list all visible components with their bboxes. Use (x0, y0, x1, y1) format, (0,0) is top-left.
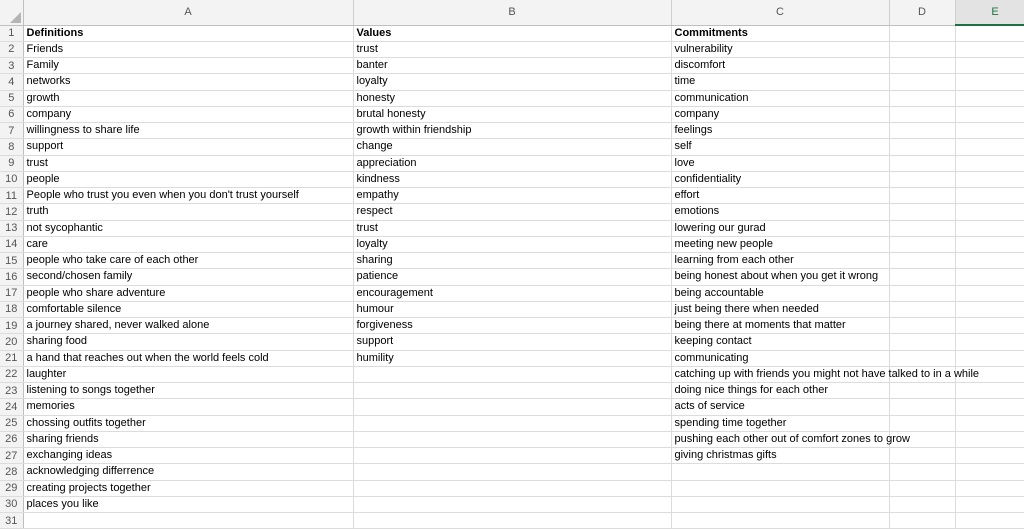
cell-e[interactable] (955, 399, 1024, 415)
cell-a[interactable]: People who trust you even when you don't trust yourself (23, 188, 353, 204)
cell-c[interactable]: Commitments (671, 25, 889, 41)
cell-d[interactable] (889, 285, 955, 301)
cell-b[interactable]: growth within friendship (353, 123, 671, 139)
row-header[interactable]: 24 (0, 399, 23, 415)
row-header[interactable]: 4 (0, 74, 23, 90)
cell-b[interactable]: loyalty (353, 236, 671, 252)
cell-a[interactable]: company (23, 106, 353, 122)
row-header[interactable]: 20 (0, 334, 23, 350)
cell-d[interactable] (889, 123, 955, 139)
cell-e[interactable] (955, 301, 1024, 317)
cell-c[interactable]: being there at moments that matter (671, 318, 889, 334)
cell-a[interactable]: not sycophantic (23, 220, 353, 236)
cell-d[interactable] (889, 74, 955, 90)
row-header[interactable]: 25 (0, 415, 23, 431)
cell-c[interactable]: confidentiality (671, 171, 889, 187)
row-header[interactable]: 5 (0, 90, 23, 106)
cell-e[interactable] (955, 155, 1024, 171)
table-row (0, 448, 1024, 464)
cell-c[interactable]: communicating (671, 350, 889, 366)
cell-b[interactable] (353, 383, 671, 399)
cell-d[interactable] (889, 415, 955, 431)
cell-c[interactable]: self (671, 139, 889, 155)
row-header[interactable]: 18 (0, 301, 23, 317)
cell-b[interactable]: humility (353, 350, 671, 366)
table-row (0, 253, 1024, 269)
cell-a[interactable]: Definitions (23, 25, 353, 41)
cell-d[interactable] (889, 188, 955, 204)
cell-e[interactable] (955, 204, 1024, 220)
table-row (0, 236, 1024, 252)
cell-d[interactable] (889, 334, 955, 350)
table-row (0, 285, 1024, 301)
cell-b[interactable] (353, 415, 671, 431)
cell-a[interactable]: exchanging ideas (23, 448, 353, 464)
cell-d[interactable] (889, 25, 955, 41)
row-header[interactable]: 19 (0, 318, 23, 334)
row-header[interactable]: 1 (0, 25, 23, 41)
table-row (0, 58, 1024, 74)
cell-c[interactable]: catching up with friends you might not have talked to in a while (671, 366, 889, 382)
select-all-triangle-icon (10, 12, 21, 23)
cell-c[interactable]: discomfort (671, 58, 889, 74)
select-all-corner[interactable] (0, 0, 23, 25)
cell-a[interactable]: people who share adventure (23, 285, 353, 301)
table-row (0, 415, 1024, 431)
table-row (0, 496, 1024, 512)
cell-b[interactable] (353, 496, 671, 512)
cell-b[interactable]: Values (353, 25, 671, 41)
cell-d[interactable] (889, 253, 955, 269)
cell-a[interactable]: listening to songs together (23, 383, 353, 399)
table-row (0, 334, 1024, 350)
cell-e[interactable] (955, 448, 1024, 464)
cell-e[interactable] (955, 123, 1024, 139)
table-row (0, 171, 1024, 187)
row-header[interactable]: 8 (0, 139, 23, 155)
row-header[interactable]: 13 (0, 220, 23, 236)
row-header[interactable]: 3 (0, 58, 23, 74)
cell-b[interactable] (353, 448, 671, 464)
cell-a[interactable]: sharing food (23, 334, 353, 350)
cell-c[interactable]: keeping contact (671, 334, 889, 350)
cell-d[interactable] (889, 318, 955, 334)
cell-b[interactable]: appreciation (353, 155, 671, 171)
cell-a[interactable]: acknowledging differrence (23, 464, 353, 480)
cell-d[interactable] (889, 41, 955, 57)
cell-c[interactable] (671, 496, 889, 512)
column-header-a[interactable]: A (23, 0, 353, 25)
column-header-row (0, 0, 1024, 25)
table-row (0, 480, 1024, 496)
cell-b[interactable]: trust (353, 220, 671, 236)
cell-b[interactable]: sharing (353, 253, 671, 269)
cell-b[interactable]: humour (353, 301, 671, 317)
table-row (0, 25, 1024, 41)
cell-e[interactable] (955, 480, 1024, 496)
column-header-b[interactable]: B (353, 0, 671, 25)
table-row (0, 74, 1024, 90)
table-row (0, 513, 1024, 529)
cell-a[interactable]: second/chosen family (23, 269, 353, 285)
cell-e[interactable] (955, 513, 1024, 529)
cell-e[interactable] (955, 74, 1024, 90)
cell-d[interactable] (889, 106, 955, 122)
cell-e[interactable] (955, 269, 1024, 285)
cell-c[interactable]: effort (671, 188, 889, 204)
column-header-d[interactable]: D (889, 0, 955, 25)
row-header[interactable]: 2 (0, 41, 23, 57)
cell-b[interactable]: trust (353, 41, 671, 57)
row-header[interactable]: 29 (0, 480, 23, 496)
cell-b[interactable]: kindness (353, 171, 671, 187)
table-row (0, 318, 1024, 334)
row-header[interactable]: 9 (0, 155, 23, 171)
table-row (0, 155, 1024, 171)
row-header[interactable]: 21 (0, 350, 23, 366)
cell-c[interactable]: learning from each other (671, 253, 889, 269)
cell-d[interactable] (889, 301, 955, 317)
cell-a[interactable]: networks (23, 74, 353, 90)
cell-e[interactable] (955, 58, 1024, 74)
table-row (0, 431, 1024, 447)
cell-c[interactable]: company (671, 106, 889, 122)
table-row (0, 188, 1024, 204)
table-row (0, 139, 1024, 155)
cell-e[interactable] (955, 496, 1024, 512)
table-row (0, 464, 1024, 480)
cell-a[interactable]: a journey shared, never walked alone (23, 318, 353, 334)
cell-a[interactable]: creating projects together (23, 480, 353, 496)
cell-b[interactable] (353, 399, 671, 415)
row-header[interactable]: 28 (0, 464, 23, 480)
cell-d[interactable] (889, 155, 955, 171)
cell-b[interactable]: brutal honesty (353, 106, 671, 122)
table-row (0, 106, 1024, 122)
cell-d[interactable] (889, 139, 955, 155)
cell-e[interactable] (955, 90, 1024, 106)
table-row (0, 383, 1024, 399)
cell-d[interactable] (889, 480, 955, 496)
cell-e[interactable] (955, 431, 1024, 447)
cell-b[interactable]: encouragement (353, 285, 671, 301)
cell-a[interactable]: comfortable silence (23, 301, 353, 317)
cell-e[interactable] (955, 464, 1024, 480)
cell-d[interactable] (889, 383, 955, 399)
cell-d[interactable] (889, 204, 955, 220)
cell-e[interactable] (955, 139, 1024, 155)
row-header[interactable]: 22 (0, 366, 23, 382)
table-row (0, 204, 1024, 220)
cell-c[interactable]: time (671, 74, 889, 90)
cell-b[interactable]: banter (353, 58, 671, 74)
cell-a[interactable]: chossing outfits together (23, 415, 353, 431)
row-header[interactable]: 6 (0, 106, 23, 122)
row-header[interactable]: 26 (0, 431, 23, 447)
cell-d[interactable] (889, 220, 955, 236)
cell-a[interactable]: truth (23, 204, 353, 220)
cell-e[interactable] (955, 41, 1024, 57)
cell-c[interactable]: giving christmas gifts (671, 448, 889, 464)
cell-d[interactable] (889, 350, 955, 366)
cell-c[interactable]: just being there when needed (671, 301, 889, 317)
cell-c[interactable]: love (671, 155, 889, 171)
cell-b[interactable]: loyalty (353, 74, 671, 90)
cell-c[interactable]: meeting new people (671, 236, 889, 252)
cell-a[interactable]: willingness to share life (23, 123, 353, 139)
row-header[interactable]: 31 (0, 513, 23, 529)
column-header-e[interactable]: E (955, 0, 1024, 25)
cell-b[interactable] (353, 366, 671, 382)
table-row (0, 399, 1024, 415)
cell-a[interactable]: a hand that reaches out when the world feels cold (23, 350, 353, 366)
row-header[interactable]: 17 (0, 285, 23, 301)
cell-a[interactable]: people who take care of each other (23, 253, 353, 269)
row-header[interactable]: 10 (0, 171, 23, 187)
cell-b[interactable] (353, 431, 671, 447)
cell-e[interactable] (955, 236, 1024, 252)
cell-a[interactable]: sharing friends (23, 431, 353, 447)
row-header[interactable]: 11 (0, 188, 23, 204)
table-row (0, 90, 1024, 106)
cell-a[interactable]: laughter (23, 366, 353, 382)
cell-b[interactable] (353, 480, 671, 496)
column-header-c[interactable]: C (671, 0, 889, 25)
cell-e[interactable] (955, 25, 1024, 41)
cell-c[interactable] (671, 464, 889, 480)
cell-e[interactable] (955, 188, 1024, 204)
cell-a[interactable]: people (23, 171, 353, 187)
cell-e[interactable] (955, 171, 1024, 187)
cell-a[interactable]: places you like (23, 496, 353, 512)
cell-d[interactable] (889, 58, 955, 74)
cell-e[interactable] (955, 350, 1024, 366)
cell-c[interactable] (671, 480, 889, 496)
cell-c[interactable]: spending time together (671, 415, 889, 431)
table-row (0, 220, 1024, 236)
table-row (0, 269, 1024, 285)
cell-b[interactable] (353, 464, 671, 480)
cell-b[interactable]: change (353, 139, 671, 155)
spreadsheet-body (0, 25, 1024, 529)
cell-b[interactable]: forgiveness (353, 318, 671, 334)
row-header[interactable]: 23 (0, 383, 23, 399)
row-header[interactable]: 15 (0, 253, 23, 269)
row-header[interactable]: 7 (0, 123, 23, 139)
cell-c[interactable]: acts of service (671, 399, 889, 415)
cell-c[interactable]: being honest about when you get it wrong (671, 269, 889, 285)
cell-e[interactable] (955, 415, 1024, 431)
cell-a[interactable]: memories (23, 399, 353, 415)
cell-b[interactable]: respect (353, 204, 671, 220)
cell-d[interactable] (889, 90, 955, 106)
cell-d[interactable] (889, 496, 955, 512)
cell-e[interactable] (955, 220, 1024, 236)
cell-c[interactable]: feelings (671, 123, 889, 139)
cell-e[interactable] (955, 285, 1024, 301)
table-row (0, 366, 1024, 382)
cell-b[interactable] (353, 513, 671, 529)
cell-b[interactable]: honesty (353, 90, 671, 106)
cell-b[interactable]: patience (353, 269, 671, 285)
cell-a[interactable]: trust (23, 155, 353, 171)
row-header[interactable]: 16 (0, 269, 23, 285)
cell-d[interactable] (889, 464, 955, 480)
cell-c[interactable] (671, 513, 889, 529)
cell-c[interactable]: doing nice things for each other (671, 383, 889, 399)
table-row (0, 123, 1024, 139)
cell-c[interactable]: emotions (671, 204, 889, 220)
row-header[interactable]: 14 (0, 236, 23, 252)
table-row (0, 350, 1024, 366)
table-row (0, 301, 1024, 317)
cell-e[interactable] (955, 334, 1024, 350)
cell-a[interactable]: Friends (23, 41, 353, 57)
row-header[interactable]: 27 (0, 448, 23, 464)
cell-e[interactable] (955, 253, 1024, 269)
cell-b[interactable]: empathy (353, 188, 671, 204)
cell-d[interactable] (889, 269, 955, 285)
cell-e[interactable] (955, 106, 1024, 122)
cell-b[interactable]: support (353, 334, 671, 350)
row-header[interactable]: 30 (0, 496, 23, 512)
cell-a[interactable]: support (23, 139, 353, 155)
cell-c[interactable]: pushing each other out of comfort zones to grow (671, 431, 889, 447)
cell-c[interactable]: lowering our gurad (671, 220, 889, 236)
cell-e[interactable] (955, 318, 1024, 334)
cell-c[interactable]: communication (671, 90, 889, 106)
cell-d[interactable] (889, 399, 955, 415)
row-header[interactable]: 12 (0, 204, 23, 220)
cell-d[interactable] (889, 448, 955, 464)
cell-d[interactable] (889, 236, 955, 252)
table-row (0, 41, 1024, 57)
cell-c[interactable]: vulnerability (671, 41, 889, 57)
cell-a[interactable]: growth (23, 90, 353, 106)
cell-a[interactable]: care (23, 236, 353, 252)
cell-d[interactable] (889, 513, 955, 529)
cell-a[interactable] (23, 513, 353, 529)
cell-c[interactable]: being accountable (671, 285, 889, 301)
cell-e[interactable] (955, 383, 1024, 399)
cell-a[interactable]: Family (23, 58, 353, 74)
cell-d[interactable] (889, 171, 955, 187)
